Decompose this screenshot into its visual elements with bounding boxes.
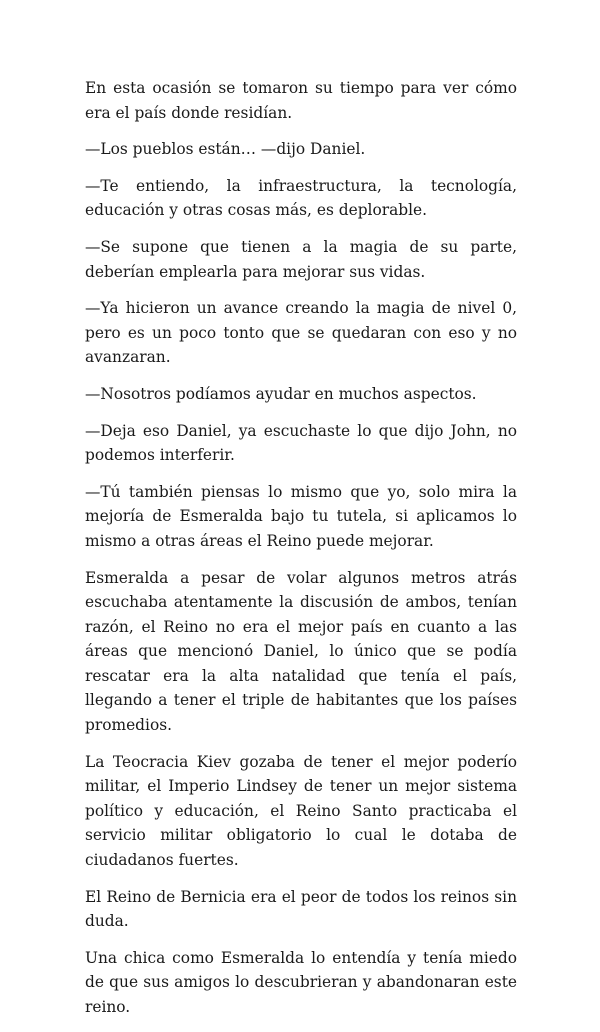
- paragraph: El Reino de Bernicia era el peor de todos los reinos sin duda.: [85, 887, 517, 931]
- paragraph: —Deja eso Daniel, ya escuchaste lo que dijo John, no podemos interferir.: [85, 421, 517, 465]
- paragraph: —Se supone que tienen a la magia de su parte, deberían emplearla para mejorar sus vidas.: [85, 237, 517, 281]
- paragraph: —Los pueblos están… —dijo Daniel.: [85, 140, 366, 159]
- paragraph: Una chica como Esmeralda lo entendía y tenía miedo de que sus amigos lo descubrieran y abandonaran este reino.: [85, 948, 517, 1016]
- paragraph: —Ya hicieron un avance creando la magia de nivel 0, pero es un poco tonto que se quedaran con eso y no avanzaran.: [85, 299, 517, 367]
- paragraph: —Tú también piensas lo mismo que yo, solo mira la mejoría de Esmeralda bajo tu tutela, si aplicamos lo mismo a otras áreas el Reino puede mejorar.: [85, 482, 517, 550]
- paragraph: —Te entiendo, la infraestructura, la tecnología, educación y otras cosas más, es deplorable.: [85, 176, 517, 220]
- paragraph: —Nosotros podíamos ayudar en muchos aspectos.: [85, 384, 477, 403]
- paragraph: La Teocracia Kiev gozaba de tener el mejor poderío militar, el Imperio Lindsey de tener un mejor sistema político y educación, el Reino Santo practicaba el servicio militar obligatorio lo cual le dotaba de ciudadanos fuertes.: [85, 752, 517, 870]
- paragraph: Esmeralda a pesar de volar algunos metros atrás escuchaba atentamente la discusión de ambos, tenían razón, el Reino no era el mejor país en cuanto a las áreas que mencionó Daniel, lo único que se podía rescatar era la alta natalidad que tenía el país, llegando a tener el triple de habitantes que los países promedios.: [85, 568, 517, 735]
- paragraph: En esta ocasión se tomaron su tiempo para ver cómo era el país donde residían.: [85, 79, 517, 122]
- book-page: [85, 76, 517, 1032]
